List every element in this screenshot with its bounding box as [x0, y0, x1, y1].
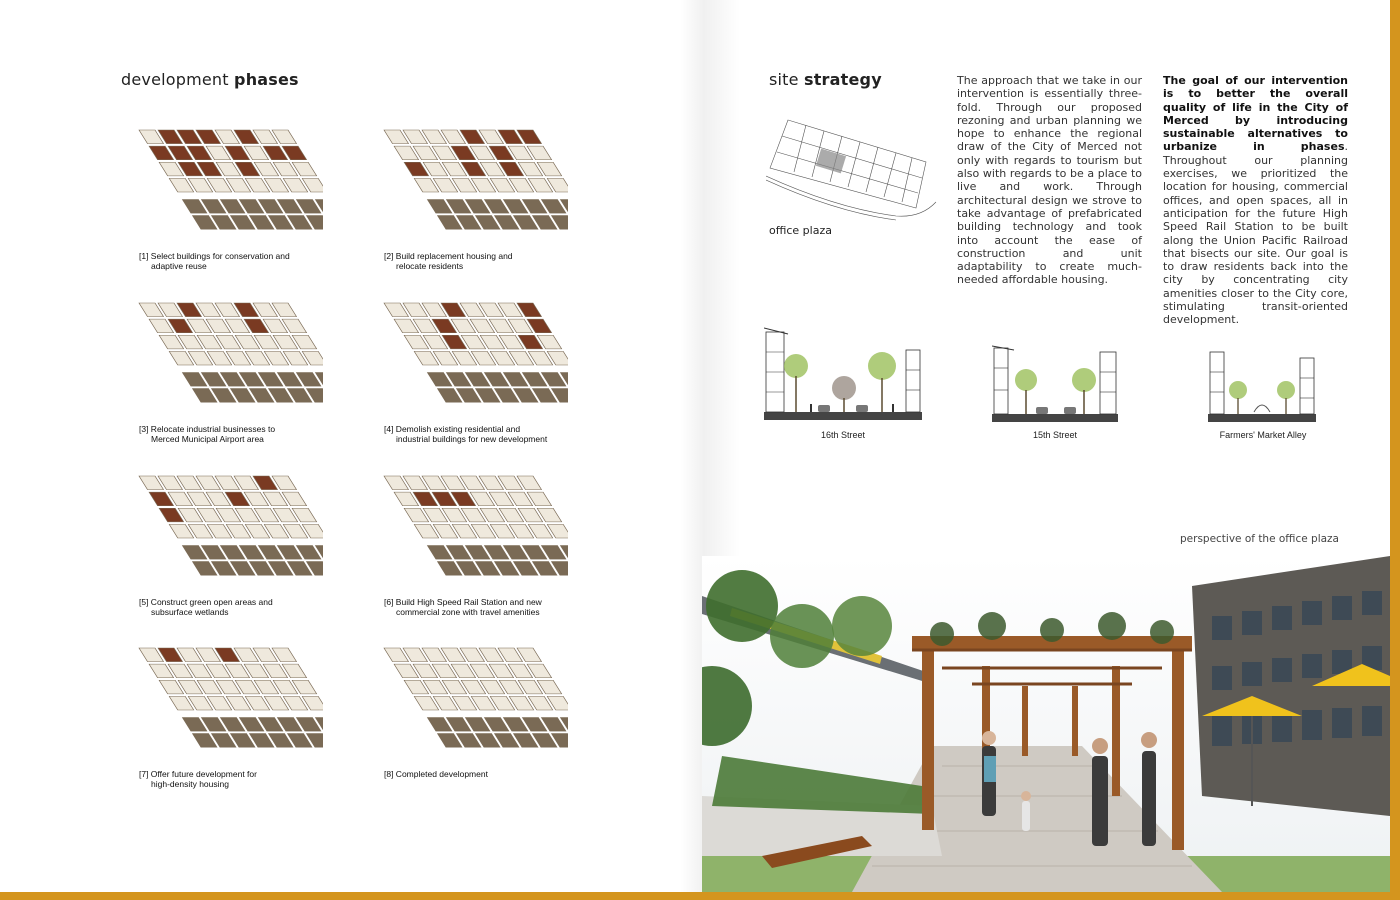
phase-5-axonometric-map — [133, 468, 323, 590]
goal-paragraph-rest: . Throughout our planning exercises, we prioritized the location for housing, commercial offices, and open spaces, all in anticipation for the future High Speed Rail Station to be built along the Union Pacific Railroad that bisects our site. Our goal is to draw residents back into the city by concentrating city amenities closer to the City core, stimulating transit-oriented development. — [1163, 140, 1348, 327]
phase-1 — [133, 122, 343, 271]
phase-caption — [378, 598, 588, 617]
phase-caption-line1: [4] Demolish existing residential and — [384, 424, 521, 434]
section-label-15th: 15th Street — [1032, 430, 1078, 440]
left-page — [0, 0, 702, 892]
phase-caption — [133, 425, 343, 444]
phase-8-axonometric-map — [378, 640, 568, 762]
phase-6 — [378, 468, 588, 617]
phase-2-axonometric-map — [378, 122, 568, 244]
phase-caption — [133, 598, 343, 617]
phase-caption-line1: [2] Build replacement housing and — [384, 251, 513, 261]
phase-8 — [378, 640, 588, 780]
title-light: development — [121, 70, 235, 89]
office-plaza-label: office plaza — [769, 224, 832, 237]
phase-caption-line2: commercial zone with travel amenities — [396, 606, 540, 617]
section-16th-street — [764, 326, 924, 424]
phase-caption-line2: relocate residents — [396, 260, 464, 271]
title-light: site — [769, 70, 804, 89]
phase-4-axonometric-map — [378, 295, 568, 417]
phase-caption-line2: high-density housing — [151, 778, 229, 789]
phase-caption-line2: adaptive reuse — [151, 260, 207, 271]
section-farmers-market-alley — [1208, 350, 1318, 426]
phase-6-axonometric-map — [378, 468, 568, 590]
phase-3 — [133, 295, 343, 444]
phase-caption — [133, 770, 343, 789]
phase-caption-line1: [7] Offer future development for — [139, 769, 257, 779]
phase-2 — [378, 122, 588, 271]
phase-caption-line2: Merced Municipal Airport area — [151, 433, 264, 444]
phase-3-axonometric-map — [133, 295, 323, 417]
phase-caption-line1: [5] Construct green open areas and — [139, 597, 273, 607]
title-bold: strategy — [803, 70, 882, 89]
phase-caption — [378, 252, 588, 271]
phase-caption-line2: industrial buildings for new development — [396, 433, 548, 444]
site-strategy-title — [769, 70, 882, 89]
accent-edge-bar — [1390, 0, 1400, 900]
goal-paragraph — [1163, 74, 1348, 327]
phase-caption-line1: [8] Completed development — [384, 769, 488, 779]
phase-caption — [378, 425, 588, 444]
phase-4 — [378, 295, 588, 444]
phase-caption — [378, 770, 588, 780]
title-bold: phases — [234, 70, 299, 89]
phase-caption-line1: [1] Select buildings for conservation and — [139, 251, 290, 261]
intervention-paragraph: The approach that we take in our intervention is essentially three-fold. Through our proposed rezoning and urban planning we hope to enhance the regional draw of the City of Merced not only with regards to tourism but also with regards to be a place to live and work. Through architectural design we strove to take advantage of prefabricated building technology and took into account the ease of construction and unit adaptability to create much-needed affordable housing. — [957, 74, 1142, 287]
phase-5 — [133, 468, 343, 617]
phase-caption-line2: subsurface wetlands — [151, 606, 229, 617]
phase-1-axonometric-map — [133, 122, 323, 244]
phase-7-axonometric-map — [133, 640, 323, 762]
phase-7 — [133, 640, 343, 789]
development-phases-title — [121, 70, 299, 89]
phase-caption-line1: [6] Build High Speed Rail Station and new — [384, 597, 542, 607]
phase-caption-line1: [3] Relocate industrial businesses to — [139, 424, 276, 434]
goal-paragraph-bold: The goal of our intervention is to better the overall quality of life in the City of Merced by introducing sustainable alternatives to urbanize in phases — [1163, 74, 1348, 154]
office-plaza-site-plan — [766, 116, 938, 222]
section-label-farmers-market: Farmers' Market Alley — [1219, 430, 1307, 440]
section-15th-street — [992, 344, 1120, 426]
phase-caption — [133, 252, 343, 271]
perspective-label: perspective of the office plaza — [1180, 533, 1339, 545]
section-label-16th: 16th Street — [820, 430, 866, 440]
office-plaza-perspective-rendering — [702, 556, 1390, 892]
accent-bottom-bar — [0, 892, 1400, 900]
